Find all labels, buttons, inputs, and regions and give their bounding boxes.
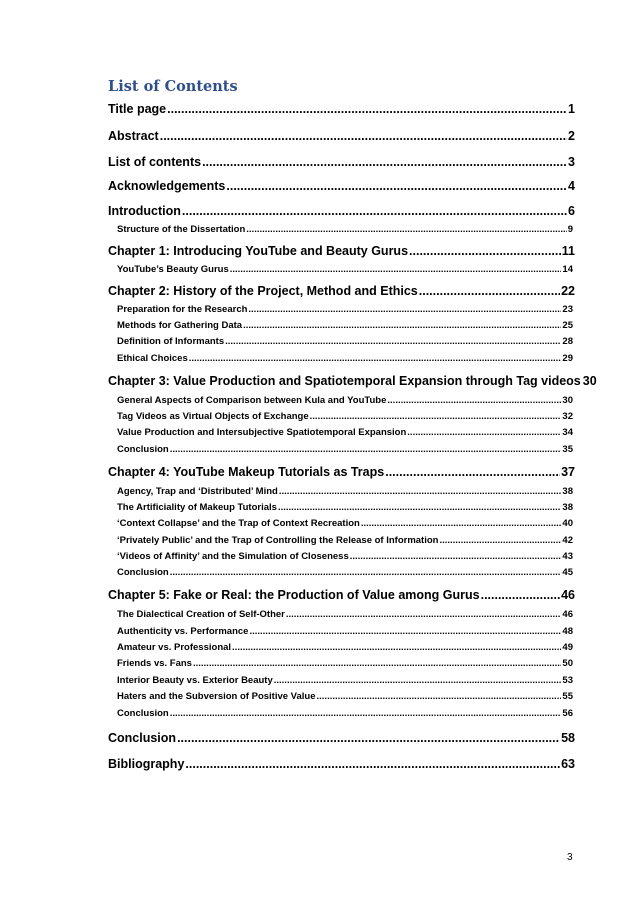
toc-entry-chapter-4[interactable]: Chapter 4: YouTube Makeup Tutorials as Traps ..... 37 <box>108 465 575 479</box>
toc-subentry[interactable]: Authenticity vs. Performance ..... 48 <box>117 626 573 637</box>
toc-subentry[interactable]: Agency, Trap and ‘Distributed’ Mind ..... 38 <box>117 486 573 497</box>
toc-entry-chapter-2[interactable]: Chapter 2: History of the Project, Method and Ethics ..... 22 <box>108 284 575 298</box>
toc-subentry[interactable]: YouTube’s Beauty Gurus ..... 14 <box>117 264 573 275</box>
toc-subentry[interactable]: Amateur vs. Professional ..... 49 <box>117 642 573 653</box>
toc-entry-conclusion[interactable]: Conclusion ..... 58 <box>108 731 575 745</box>
toc-subentry[interactable]: Ethical Choices ..... 29 <box>117 353 573 364</box>
toc-subentry[interactable]: The Dialectical Creation of Self-Other ..... 46 <box>117 609 573 620</box>
toc-entry-chapter-3[interactable]: Chapter 3: Value Production and Spatiotemporal Expansion through Tag videos 30 <box>108 374 597 388</box>
toc-subentry[interactable]: Methods for Gathering Data ..... 25 <box>117 320 573 331</box>
toc-entry-list-of-contents[interactable]: List of contents ..... 3 <box>108 155 575 169</box>
toc-entry-bibliography[interactable]: Bibliography ..... 63 <box>108 757 575 771</box>
toc-subentry[interactable]: Friends vs. Fans ..... 50 <box>117 658 573 669</box>
toc-entry-chapter-1[interactable]: Chapter 1: Introducing YouTube and Beauty Gurus ..... 11 <box>108 244 575 258</box>
toc-subentry[interactable]: General Aspects of Comparison between Kula and YouTube ..... 30 <box>117 395 573 406</box>
toc-subentry[interactable]: ‘Context Collapse’ and the Trap of Context Recreation ..... 40 <box>117 518 573 529</box>
toc-entry-abstract[interactable]: Abstract ..... 2 <box>108 129 575 143</box>
toc-subentry[interactable]: Interior Beauty vs. Exterior Beauty ..... 53 <box>117 675 573 686</box>
toc-entry-acknowledgements[interactable]: Acknowledgements ..... 4 <box>108 179 575 193</box>
toc-subentry[interactable]: ‘Videos of Affinity’ and the Simulation of Closeness ..... 43 <box>117 551 573 562</box>
toc-subentry[interactable]: Value Production and Intersubjective Spatiotemporal Expansion ..... 34 <box>117 427 573 438</box>
toc-subentry[interactable]: Conclusion ..... 35 <box>117 444 573 455</box>
toc-subentry[interactable]: Preparation for the Research ..... 23 <box>117 304 573 315</box>
toc-subentry[interactable]: Haters and the Subversion of Positive Value ..... 55 <box>117 691 573 702</box>
toc-entry-chapter-5[interactable]: Chapter 5: Fake or Real: the Production of Value among Gurus ..... 46 <box>108 588 575 602</box>
toc-entry-introduction[interactable]: Introduction ..... 6 <box>108 204 575 218</box>
toc-subentry[interactable]: Structure of the Dissertation ..... 9 <box>117 224 573 235</box>
toc-entry-title-page[interactable]: Title page ..... 1 <box>108 102 575 116</box>
toc-title: List of Contents <box>108 78 238 95</box>
toc-subentry[interactable]: Definition of Informants ..... 28 <box>117 336 573 347</box>
toc-subentry[interactable]: ‘Privately Public’ and the Trap of Controlling the Release of Information ..... 42 <box>117 535 573 546</box>
toc-subentry[interactable]: Conclusion ..... 56 <box>117 708 573 719</box>
toc-subentry[interactable]: Conclusion ..... 45 <box>117 567 573 578</box>
toc-subentry[interactable]: Tag Videos as Virtual Objects of Exchange ..... 32 <box>117 411 573 422</box>
toc-subentry[interactable]: The Artificiality of Makeup Tutorials ..... 38 <box>117 502 573 513</box>
page-number: 3 <box>567 852 573 863</box>
